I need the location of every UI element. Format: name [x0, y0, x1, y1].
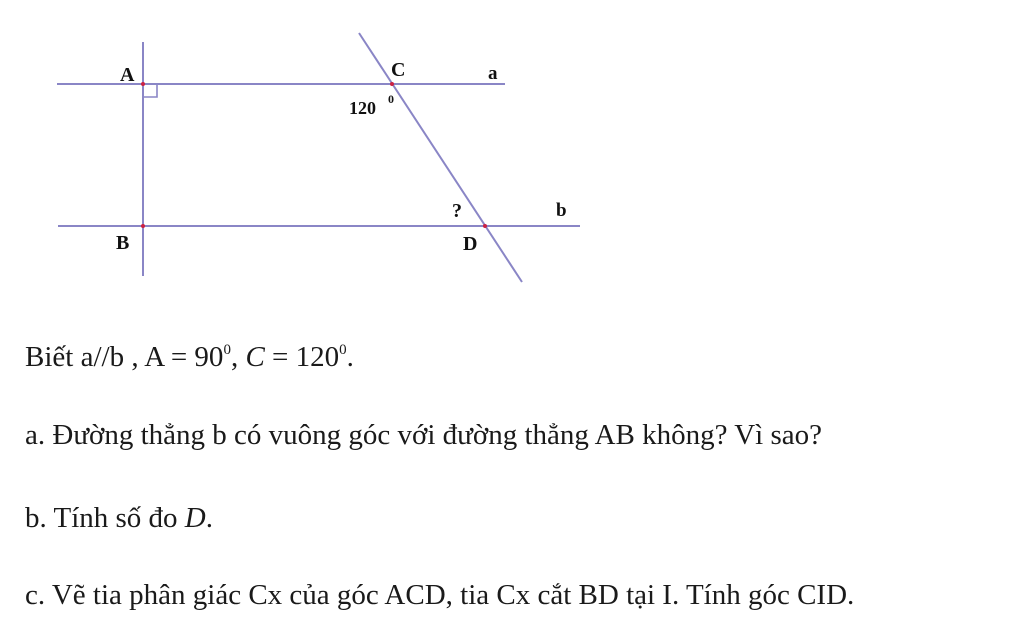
label-point-a: A [120, 64, 135, 86]
line-cd [359, 33, 522, 282]
question-c: c. Vẽ tia phân giác Cx của góc ACD, tia Cx cắt BD tại I. Tính góc CID. [25, 579, 855, 611]
question-b-var: D [184, 502, 206, 534]
label-line-b: b [556, 200, 567, 221]
angle-c-degree: 0 [388, 92, 394, 106]
point-c [390, 82, 394, 86]
point-b [141, 224, 145, 228]
given-prefix: Biết a//b , [25, 341, 139, 373]
label-point-d: D [463, 233, 478, 255]
given-statement [25, 343, 354, 372]
question-a: a. Đường thẳng b có vuông góc với đường thẳng AB không? Vì sao? [25, 419, 822, 451]
label-point-b: B [116, 232, 130, 254]
right-angle-mark [143, 84, 157, 97]
label-point-c: C [391, 59, 406, 81]
point-a [141, 82, 145, 86]
given-angle-a-degree: 0 [223, 342, 231, 358]
given-angle-a: A = 90 [144, 341, 224, 373]
geometry-figure [0, 0, 620, 300]
given-comma: , [230, 341, 239, 373]
point-d [483, 224, 487, 228]
given-angle-c-var: C [245, 341, 265, 373]
angle-c-value: 120 [349, 98, 376, 118]
given-end: . [346, 341, 354, 373]
question-b [25, 504, 213, 533]
angle-d-unknown: ? [452, 200, 462, 222]
given-angle-c-degree: 0 [339, 342, 347, 358]
question-b-text: b. Tính số đo [25, 502, 178, 534]
question-b-end: . [205, 502, 213, 534]
given-angle-c: = 120 [264, 341, 340, 373]
label-line-a: a [488, 63, 498, 84]
